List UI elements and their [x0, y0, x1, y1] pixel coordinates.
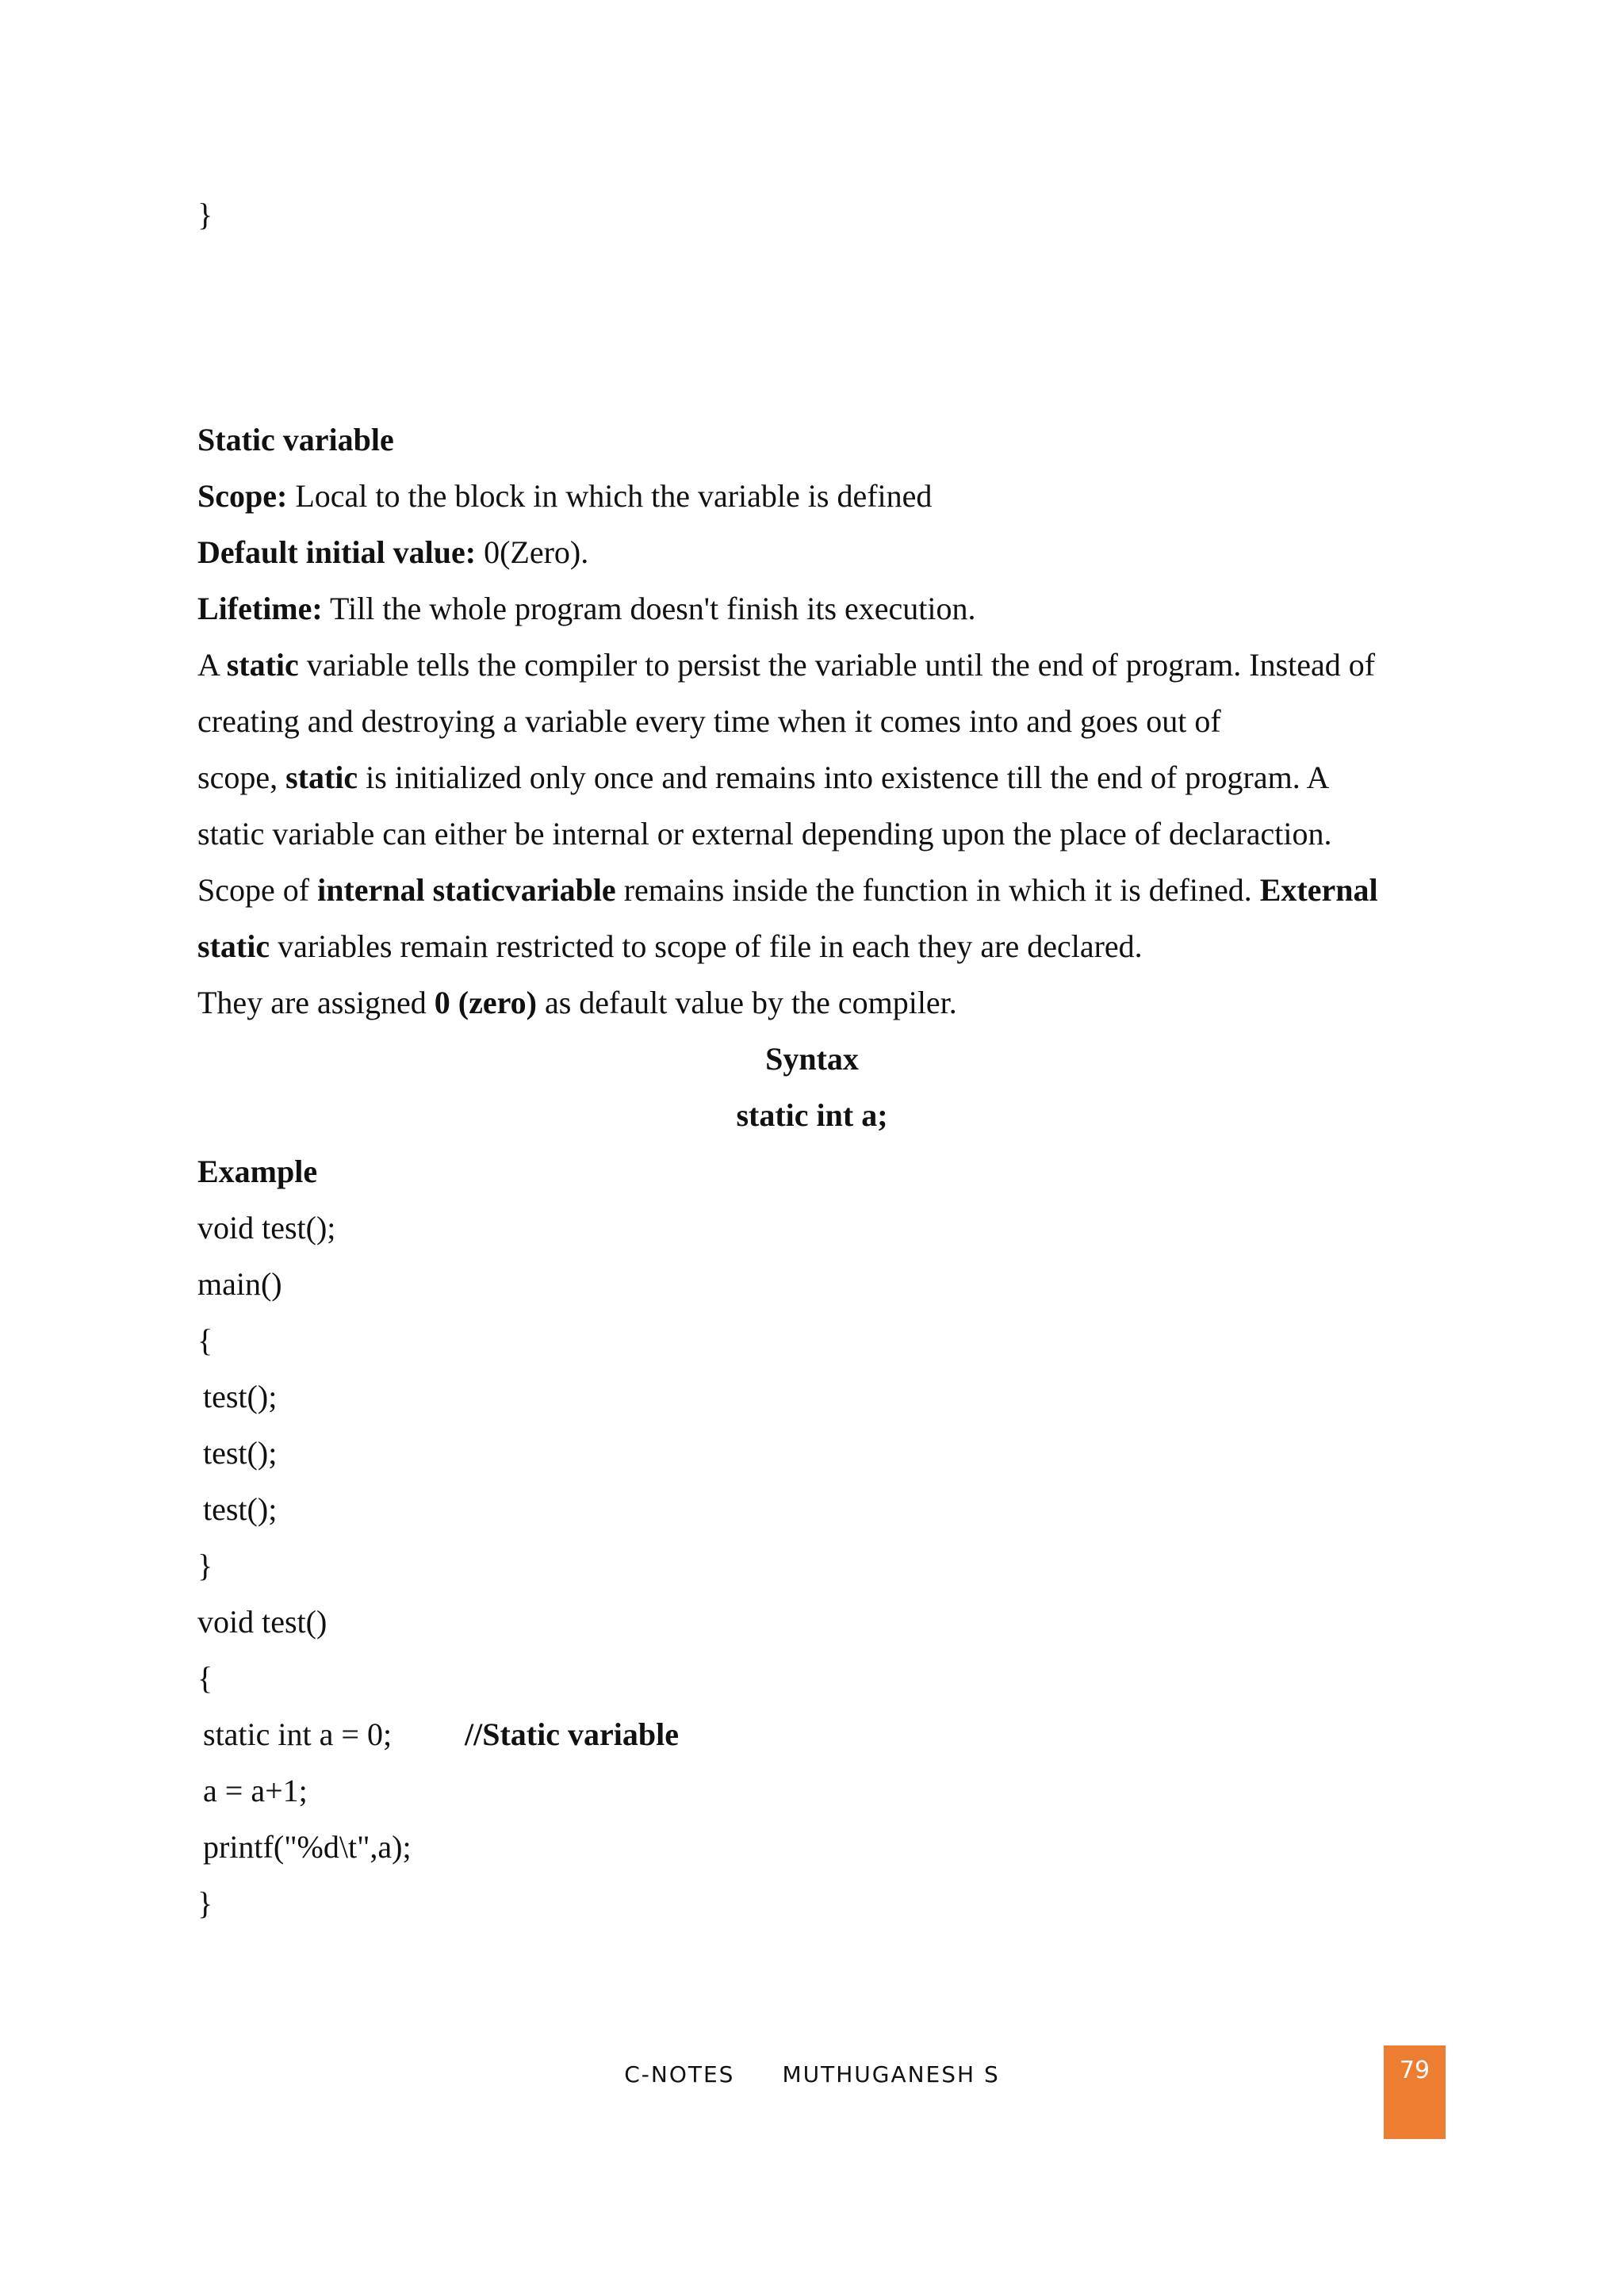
scope-line: Scope: Local to the block in which the variable is defined	[197, 478, 933, 514]
code-comment: //Static variable	[465, 1716, 679, 1752]
code-line: }	[197, 1548, 213, 1583]
code-line: void test();	[197, 1210, 336, 1246]
code-line: printf("%d\t",a);	[203, 1829, 412, 1865]
page-number-badge: 79	[1384, 2045, 1446, 2139]
code-line: test();	[203, 1379, 278, 1414]
paragraph-line-2: creating and destroying a variable every time when it comes into and goes out of	[197, 703, 1221, 739]
syntax-code: static int a;	[736, 1097, 888, 1133]
section-title: Static variable	[197, 422, 394, 457]
footer-author: MUTHUGANESH S	[782, 2061, 1000, 2087]
code-text: static int a = 0;	[203, 1716, 393, 1752]
page-footer	[0, 2061, 1624, 2087]
code-line: }	[197, 1885, 213, 1921]
code-line: {	[197, 1322, 213, 1358]
paragraph-line-3: scope, static is initialized only once and remains into existence till the end of program. A	[197, 760, 1330, 795]
closing-brace: }	[197, 197, 213, 232]
paragraph-line-5: Scope of internal staticvariable remains inside the function in which it is defined. External	[197, 872, 1378, 908]
code-line: {	[197, 1660, 213, 1696]
lifetime-line: Lifetime: Till the whole program doesn't finish its execution.	[197, 591, 976, 626]
code-line: void test()	[197, 1604, 327, 1640]
code-line: test();	[203, 1435, 278, 1471]
syntax-heading: Syntax	[765, 1041, 859, 1077]
default-value-line: Default initial value: 0(Zero).	[197, 534, 589, 570]
paragraph-line-6: static variables remain restricted to scope of file in each they are declared.	[197, 928, 1143, 964]
code-line-with-comment	[203, 1716, 917, 1754]
example-heading: Example	[197, 1154, 318, 1189]
footer-title: C-NOTES	[624, 2061, 735, 2087]
code-line: test();	[203, 1491, 278, 1527]
paragraph-line-7: They are assigned 0 (zero) as default value by the compiler.	[197, 985, 957, 1020]
code-line: main()	[197, 1266, 282, 1302]
code-line: a = a+1;	[203, 1773, 308, 1808]
paragraph-line-1: A static variable tells the compiler to persist the variable until the end of program. Instead of	[197, 647, 1376, 683]
paragraph-line-4: static variable can either be internal or external depending upon the place of declaraction.	[197, 816, 1332, 851]
